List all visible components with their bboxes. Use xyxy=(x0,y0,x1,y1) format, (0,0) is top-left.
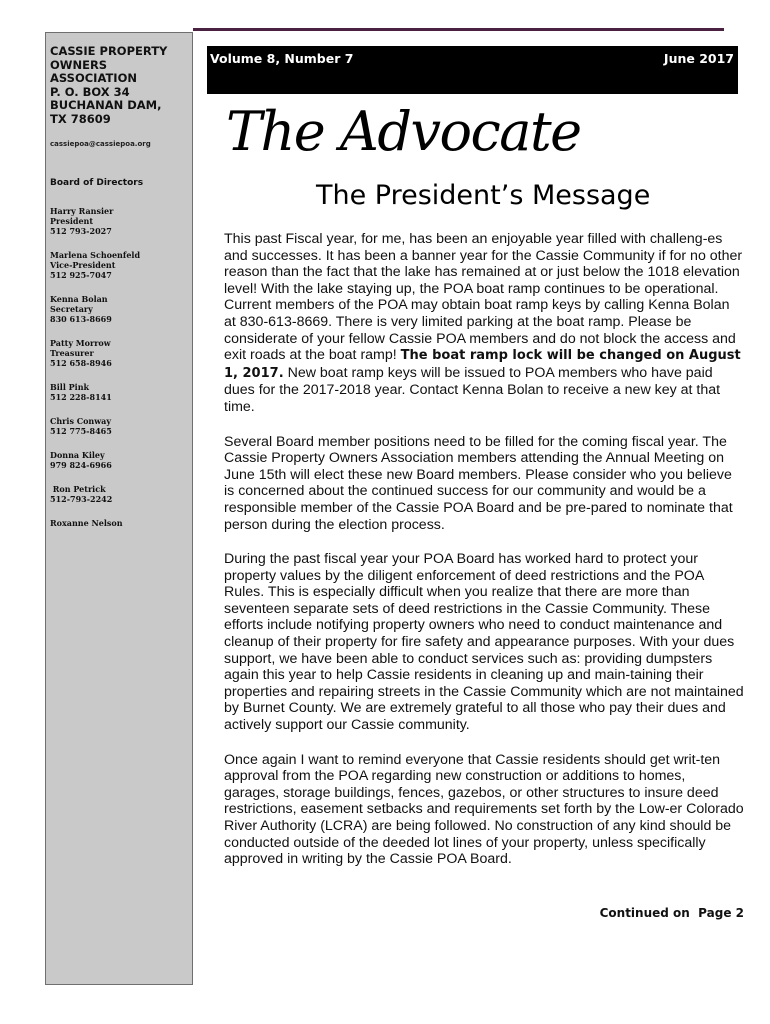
member-name: Ron Petrick xyxy=(50,484,106,494)
member-phone: 830 613-8669 xyxy=(50,314,112,324)
org-line: CASSIE PROPERTY OWNERS xyxy=(50,44,168,72)
newsletter-masthead: The Advocate xyxy=(226,100,581,163)
issue-header-bar xyxy=(207,46,738,94)
member-name: Chris Conway xyxy=(50,416,111,426)
paragraph-text: This past Fiscal year, for me, has been an enjoyable year filled with challeng-es and successes. It has been a banner year for the Cassie Community if for no other reason than the fact that the lake has remained at or just below the 1018 elevation level! With the lake staying up, the POA boat ramp continues to be operational. Current members of the POA may obtain boat ramp keys by calling Kenna Bolan at 830-613-8669. There is very limited parking at the boat ramp. Please be considerate of your fellow Cassie POA members and do not block the access and exit roads at the boat ramp! xyxy=(224,231,743,364)
contact-email[interactable]: cassiepoa@cassiepoa.org xyxy=(50,140,151,148)
member-phone: 512-793-2242 xyxy=(50,494,113,504)
board-member xyxy=(50,518,188,528)
member-role: Secretary xyxy=(50,304,93,314)
member-name: Marlena Schoenfeld xyxy=(50,250,141,260)
member-name: Patty Morrow xyxy=(50,338,111,348)
org-line: P. O. BOX 34 xyxy=(50,84,130,99)
bold-notice: The boat ramp lock will be changed on August 1, 2017. xyxy=(224,348,741,381)
volume-number: Volume 8, Number 7 xyxy=(210,51,354,66)
article-paragraph xyxy=(224,231,744,416)
article-paragraph: During the past fiscal year your POA Board has worked hard to protect your property values by the diligent enforcement of deed restrictions and the POA Rules. This is especially difficult when you realize that there are more than seventeen separate sets of deed restrictions in the Cassie Community. These efforts include notifying property owners who need to conduct maintenance and cleanup of their property for fire safety and appearance purposes. With your dues support, we have been able to conduct services such as: providing dumpsters again this year to help Cassie residents in cleaning up and main-taining their properties and repairing streets in the Cassie Community which are not maintained by Burnet County. We are extremely grateful to all those who pay their dues and actively support our Cassie community. xyxy=(224,551,744,734)
board-member xyxy=(50,206,188,236)
member-name: Kenna Bolan xyxy=(50,294,108,304)
board-member xyxy=(50,484,188,504)
article-headline: The President’s Message xyxy=(316,180,651,211)
member-phone: 512 658-8946 xyxy=(50,358,112,368)
member-phone: 512 775-8465 xyxy=(50,426,112,436)
member-name: Donna Kiley xyxy=(50,450,105,460)
member-phone: 979 824-6966 xyxy=(50,460,112,470)
member-role: Treasurer xyxy=(50,348,94,358)
member-phone: 512 925-7047 xyxy=(50,270,112,280)
member-role: Vice-President xyxy=(50,260,116,270)
board-member xyxy=(50,338,188,368)
continued-on-page-2: Continued on Page 2 xyxy=(599,906,744,920)
org-line: ASSOCIATION xyxy=(50,71,137,85)
board-member xyxy=(50,250,188,280)
member-phone: 512 228-8141 xyxy=(50,392,112,402)
member-role: President xyxy=(50,216,94,226)
board-member xyxy=(50,294,188,324)
sidebar xyxy=(45,32,193,985)
article-paragraph: Several Board member positions need to be filled for the coming fiscal year. The Cassie Property Owners Association members attending the Annual Meeting on June 15th will elect these new Board members. Please consider who you believe is concerned about the continued success for our community and would be a responsible member of the Cassie POA Board and be pre-pared to nominate that person during the election process. xyxy=(224,433,733,533)
top-divider-rule xyxy=(193,28,724,31)
member-name: Bill Pink xyxy=(50,382,90,392)
article-body xyxy=(224,231,744,886)
org-line: BUCHANAN DAM, xyxy=(50,98,162,112)
issue-date: June 2017 xyxy=(663,51,734,66)
org-address xyxy=(50,45,188,126)
board-member xyxy=(50,416,188,436)
board-of-directors-title: Board of Directors xyxy=(50,178,144,188)
paragraph-text: New boat ramp keys will be issued to POA members who have paid dues for the 2017-2018 year. Contact Kenna Bolan to receive a new key at that time. xyxy=(224,364,721,415)
board-member xyxy=(50,450,188,470)
article-paragraph: Once again I want to remind everyone that Cassie residents should get writ-ten approval from the POA regarding new construction or additions to homes, garages, storage buildings, fences, gazebos, or other structures to insure deed restrictions, easement setbacks and requirements set forth by the Low-er Colorado River Authority (LCRA) are being followed. No construction of any kind should be conducted outside of the deeded lot lines of your property, unless specifically approved in writing by the Cassie POA Board. xyxy=(224,751,744,868)
board-member xyxy=(50,382,188,402)
org-line: TX 78609 xyxy=(50,111,111,126)
member-phone: 512 793-2027 xyxy=(50,226,112,236)
member-name: Roxanne Nelson xyxy=(50,518,123,528)
member-name: Harry Ransier xyxy=(50,206,114,216)
